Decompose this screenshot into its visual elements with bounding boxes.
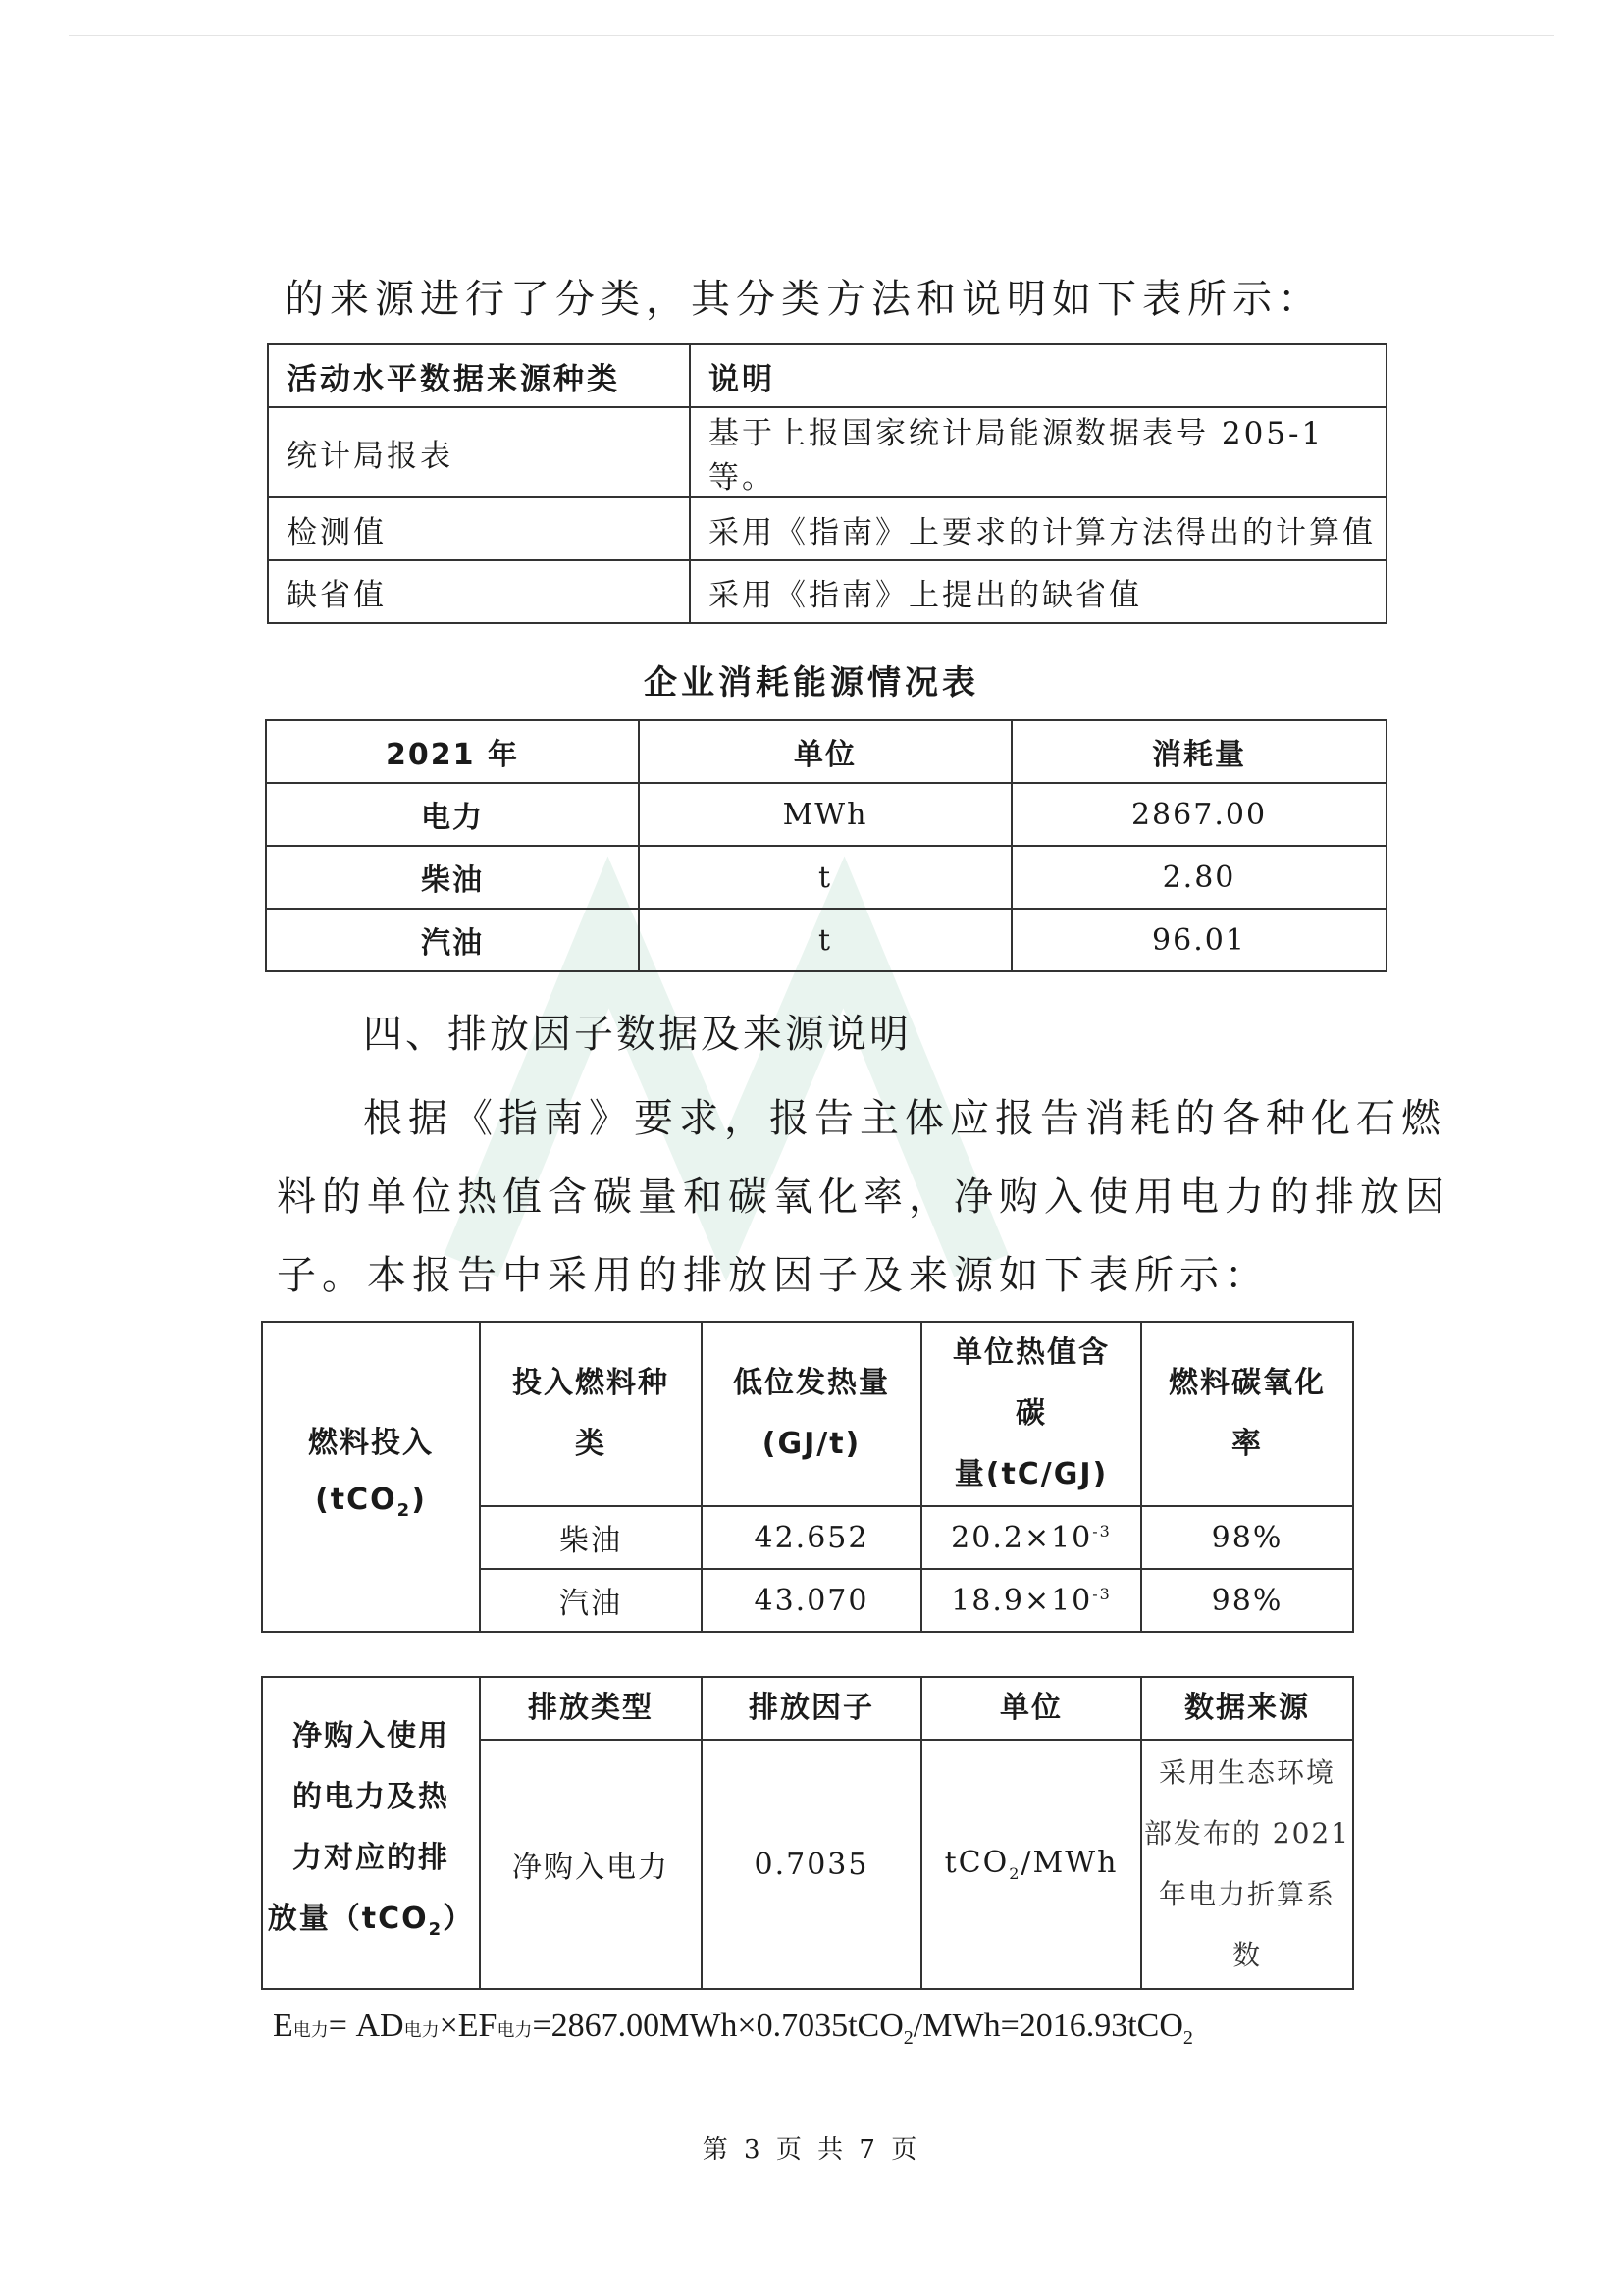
energy-table-cell: 电力 bbox=[266, 783, 639, 846]
section-para-line: 料的单位热值含碳量和碳氧化率，净购入使用电力的排放因 bbox=[277, 1174, 1450, 1220]
page-footer: 第 3 页 共 7 页 bbox=[702, 2135, 921, 2165]
energy-table-cell: 2.80 bbox=[1012, 846, 1387, 909]
section-para-line: 根据《指南》要求，报告主体应报告消耗的各种化石燃 bbox=[363, 1096, 1446, 1141]
energy-table-header: 2021 年 bbox=[266, 720, 639, 783]
power-table-header: 排放因子 bbox=[702, 1677, 921, 1740]
source-table-cell: 采用《指南》上提出的缺省值 bbox=[690, 560, 1387, 623]
fuel-table-cell: 汽油 bbox=[480, 1569, 702, 1632]
fuel-table-cell: 42.652 bbox=[702, 1506, 921, 1569]
fuel-table-cell: $18.9\times 10^{-3}$ bbox=[921, 1569, 1141, 1632]
fuel-table-cell: 43.070 bbox=[702, 1569, 921, 1632]
energy-table-cell: MWh bbox=[639, 783, 1012, 846]
energy-table-header: 消耗量 bbox=[1012, 720, 1387, 783]
power-table-row-label: 净购入使用 的电力及热 力对应的排 放量（tCO$_2$） bbox=[262, 1677, 480, 1989]
energy-table bbox=[265, 719, 1387, 972]
fuel-table-cell: 98% bbox=[1141, 1569, 1353, 1632]
power-table-cell: 0.7035 bbox=[702, 1740, 921, 1989]
power-table-header: 排放类型 bbox=[480, 1677, 702, 1740]
fuel-table bbox=[261, 1321, 1354, 1633]
energy-table-cell: 汽油 bbox=[266, 909, 639, 971]
source-table-cell: 基于上报国家统计局能源数据表号 205-1 等。 bbox=[690, 407, 1387, 497]
emission-formula: E电力= AD电力×EF电力=2867.00MWh×0.7035tCO$_2$/MWh=2016.93tCO$_2$ bbox=[273, 2008, 1193, 2049]
power-table bbox=[261, 1676, 1354, 1990]
power-table-header: 单位 bbox=[921, 1677, 1141, 1740]
energy-table-cell: 柴油 bbox=[266, 846, 639, 909]
power-table-cell: 净购入电力 bbox=[480, 1740, 702, 1989]
source-table-cell: 统计局报表 bbox=[268, 407, 690, 497]
section-heading: 四、排放因子数据及来源说明 bbox=[363, 1012, 912, 1057]
source-table bbox=[267, 343, 1387, 624]
energy-table-header: 单位 bbox=[639, 720, 1012, 783]
energy-table-cell: t bbox=[639, 846, 1012, 909]
fuel-table-header: 低位发热量 (GJ/t) bbox=[702, 1322, 921, 1506]
fuel-table-row-label: 燃料投入 (tCO$_2$) bbox=[262, 1322, 480, 1632]
source-table-header: 活动水平数据来源种类 bbox=[268, 344, 690, 407]
fuel-table-cell: $20.2\times 10^{-3}$ bbox=[921, 1506, 1141, 1569]
power-table-cell: tCO$_2$/MWh bbox=[921, 1740, 1141, 1989]
fuel-table-header: 单位热值含 碳 量(tC/GJ) bbox=[921, 1322, 1141, 1506]
fuel-table-cell: 98% bbox=[1141, 1506, 1353, 1569]
energy-table-title: 企业消耗能源情况表 bbox=[644, 663, 979, 703]
power-table-source: 采用生态环境 部发布的 2021 年电力折算系 数 bbox=[1141, 1740, 1353, 1989]
source-table-cell: 采用《指南》上要求的计算方法得出的计算值 bbox=[690, 497, 1387, 560]
intro-line: 的来源进行了分类，其分类方法和说明如下表所示： bbox=[285, 277, 1323, 322]
energy-table-cell: 2867.00 bbox=[1012, 783, 1387, 846]
source-table-header: 说明 bbox=[690, 344, 1387, 407]
section-para-line: 子。本报告中采用的排放因子及来源如下表所示： bbox=[277, 1253, 1270, 1298]
power-table-header: 数据来源 bbox=[1141, 1677, 1353, 1740]
energy-table-cell: 96.01 bbox=[1012, 909, 1387, 971]
top-rule bbox=[69, 35, 1554, 36]
source-table-cell: 检测值 bbox=[268, 497, 690, 560]
fuel-table-header: 燃料碳氧化 率 bbox=[1141, 1322, 1353, 1506]
energy-table-cell: t bbox=[639, 909, 1012, 971]
fuel-table-header: 投入燃料种 类 bbox=[480, 1322, 702, 1506]
fuel-table-cell: 柴油 bbox=[480, 1506, 702, 1569]
source-table-cell: 缺省值 bbox=[268, 560, 690, 623]
